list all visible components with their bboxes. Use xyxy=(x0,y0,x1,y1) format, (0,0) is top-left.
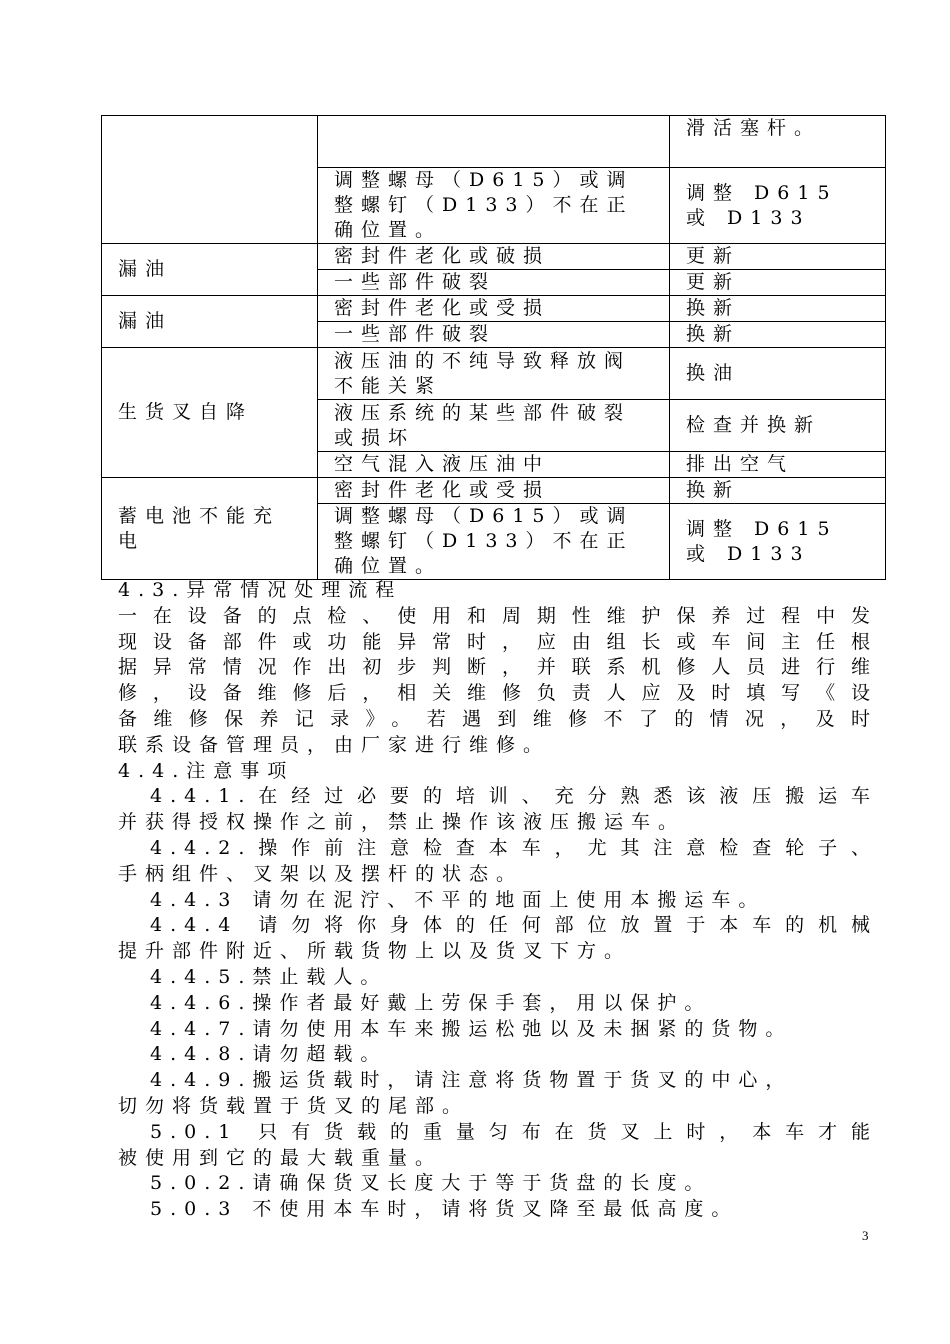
page-number: 3 xyxy=(862,1228,869,1243)
body-text xyxy=(118,578,878,1223)
cause-cell: 液压油的不纯导致释放阀不能关紧 xyxy=(318,348,670,400)
remedy-cell: 排出空气 xyxy=(670,452,886,478)
text-line: 据异常情况作出初步判断，并联系机修人员进行维 xyxy=(118,656,878,679)
text-line: 4.4.3 请勿在泥泞、不平的地面上使用本搬运车。 xyxy=(150,888,766,911)
symptom-cell: 生货叉自降 xyxy=(102,348,318,478)
text-line: 提升部件附近、所载货物上以及货叉下方。 xyxy=(118,940,632,963)
remedy-cell: 调整 D615 或 D133 xyxy=(670,504,886,580)
text-line: 手柄组件、叉架以及摆杆的状态。 xyxy=(118,862,524,885)
text-line: 一在设备的点检、使用和周期性维护保养过程中发 xyxy=(118,604,878,627)
cause-cell: 密封件老化或受损 xyxy=(318,478,670,504)
table-row xyxy=(102,296,886,322)
text-line: 并获得授权操作之前，禁止操作该液压搬运车。 xyxy=(118,811,686,834)
text-line: 4.4.5.禁止载人。 xyxy=(150,965,388,988)
cause-cell: 密封件老化或破损 xyxy=(318,244,670,270)
text-line: 联系设备管理员，由厂家进行维修。 xyxy=(118,733,551,756)
table-row xyxy=(102,244,886,270)
table-row xyxy=(102,478,886,504)
cause-cell: 一些部件破裂 xyxy=(318,322,670,348)
cause-cell: 调整螺母（D615）或调整螺钉（D133）不在正确位置。 xyxy=(318,504,670,580)
text-line: 4.4.1.在经过必要的培训、充分熟悉该液压搬运车 xyxy=(150,785,878,808)
fault-table-body xyxy=(102,116,886,580)
remedy-cell: 换油 xyxy=(670,348,886,400)
table-row xyxy=(102,116,886,168)
text-line: 现设备部件或功能异常时，应由组长或车间主任根 xyxy=(118,630,878,653)
remedy-cell: 滑活塞杆。 xyxy=(670,116,886,168)
remedy-cell: 换新 xyxy=(670,478,886,504)
remedy-cell: 更新 xyxy=(670,244,886,270)
cause-cell: 空气混入液压油中 xyxy=(318,452,670,478)
text-line: 4.4.7.请勿使用本车来搬运松弛以及未捆紧的货物。 xyxy=(150,1017,793,1040)
remedy-cell: 换新 xyxy=(670,322,886,348)
text-line: 5.0.3 不使用本车时，请将货叉降至最低高度。 xyxy=(150,1198,739,1221)
text-line: 4.4.8.请勿超载。 xyxy=(150,1043,388,1066)
text-line: 4.4.4 请勿将你身体的任何部位放置于本车的机械 xyxy=(150,914,878,937)
text-line: 5.0.2.请确保货叉长度大于等于货盘的长度。 xyxy=(150,1172,712,1195)
symptom-cell: 蓄电池不能充电 xyxy=(102,478,318,580)
text-line: 切勿将货载置于货叉的尾部。 xyxy=(118,1094,470,1117)
text-line: 4.4.6.操作者最好戴上劳保手套，用以保护。 xyxy=(150,991,712,1014)
fault-table xyxy=(101,115,886,580)
text-line: 修，设备维修后，相关维修负责人应及时填写《设 xyxy=(118,682,878,705)
text-line: 4.4.2.操作前注意检查本车，尤其注意检查轮子、 xyxy=(150,836,878,859)
text-line: 4.4.9.搬运货载时，请注意将货物置于货叉的中心， xyxy=(150,1069,793,1092)
symptom-cell: 漏油 xyxy=(102,296,318,348)
remedy-cell: 检查并换新 xyxy=(670,400,886,452)
table-row xyxy=(102,348,886,400)
text-line: 被使用到它的最大载重量。 xyxy=(118,1146,443,1169)
cause-cell: 一些部件破裂 xyxy=(318,270,670,296)
cause-cell: 液压系统的某些部件破裂或损坏 xyxy=(318,400,670,452)
symptom-cell: 漏油 xyxy=(102,244,318,296)
text-line: 4.4.注意事项 xyxy=(118,759,295,782)
cause-cell: 调整螺母（D615）或调整螺钉（D133）不在正确位置。 xyxy=(318,168,670,244)
text-line: 4.3.异常情况处理流程 xyxy=(118,579,403,601)
remedy-cell: 更新 xyxy=(670,270,886,296)
remedy-cell: 调整 D615 或 D133 xyxy=(670,168,886,244)
cause-cell xyxy=(318,116,670,168)
symptom-cell xyxy=(102,116,318,244)
cause-cell: 密封件老化或受损 xyxy=(318,296,670,322)
text-line: 备维修保养记录》。若遇到维修不了的情况，及时 xyxy=(118,707,878,730)
text-line: 5.0.1 只有货载的重量匀布在货叉上时，本车才能 xyxy=(150,1120,878,1143)
remedy-cell: 换新 xyxy=(670,296,886,322)
